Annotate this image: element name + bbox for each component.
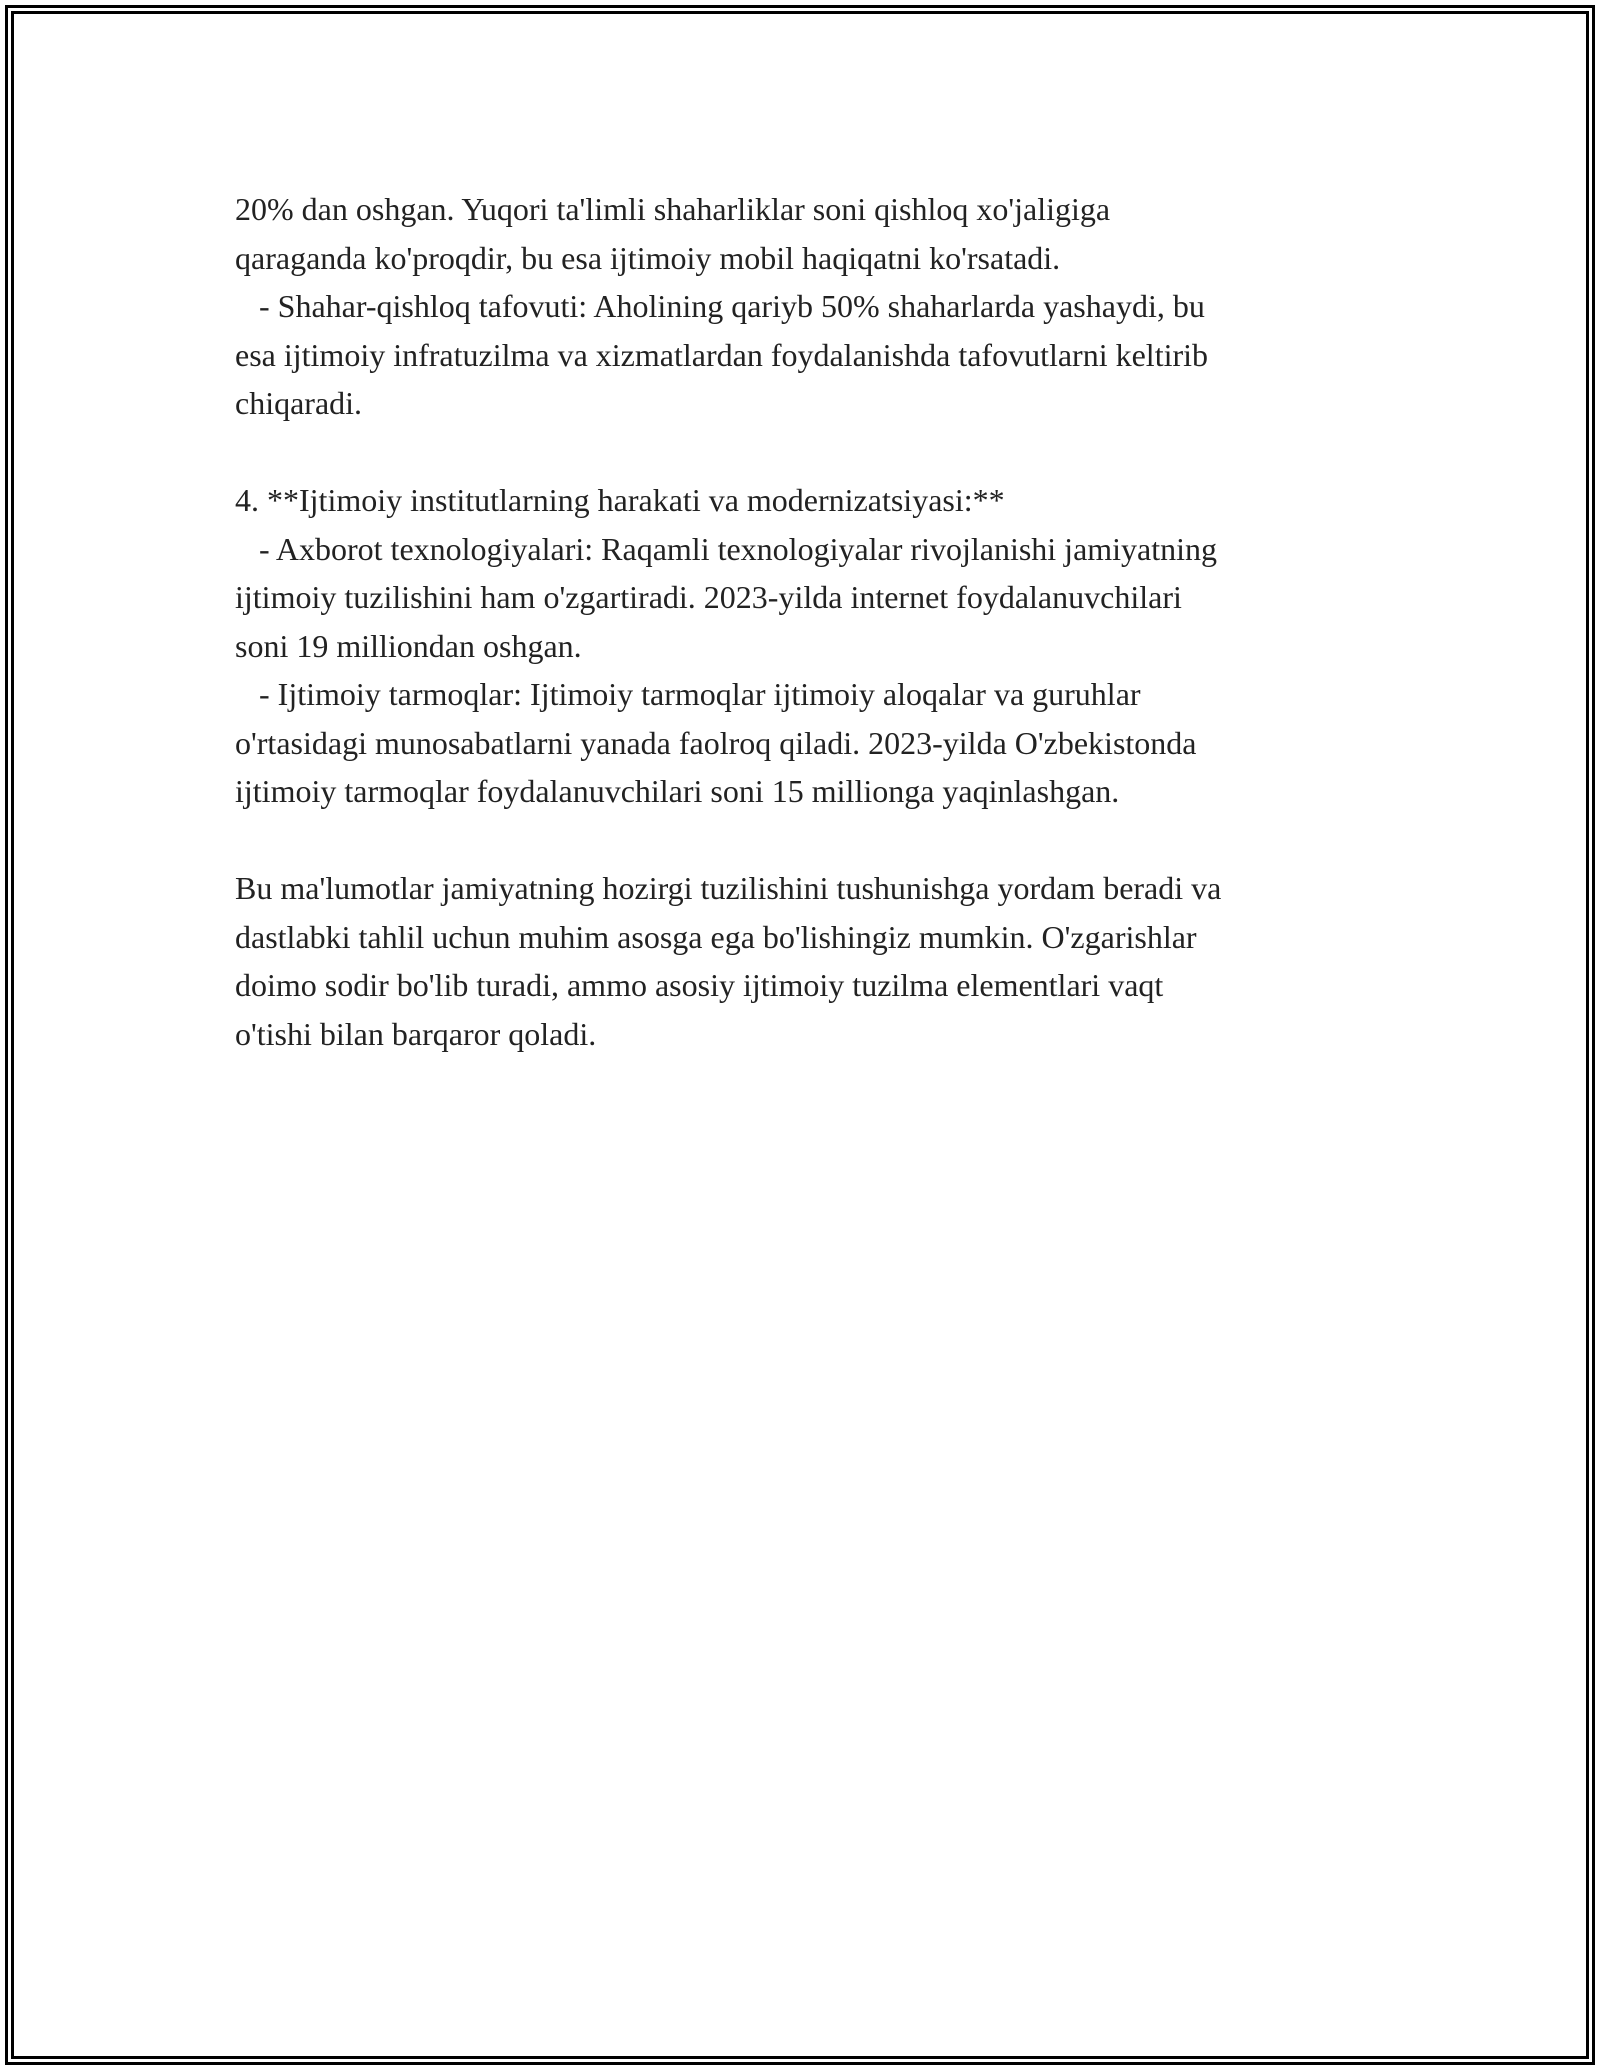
blank-line-2 — [235, 816, 1385, 865]
text-line-10: soni 19 milliondan oshgan. — [235, 627, 582, 664]
text-line-8: - Axborot texnologiyalari: Raqamli texnologiyalar rivojlanishi jamiyatning — [235, 530, 1218, 567]
text-line-16: dastlabki tahlil uchun muhim asosga ega bo'lishingiz mumkin. O'zgarishlar — [235, 918, 1197, 955]
text-line-12: o'rtasidagi munosabatlarni yanada faolroq qiladi. 2023-yilda O'zbekistonda — [235, 724, 1197, 761]
blank-line-1 — [235, 428, 1385, 477]
text-line-15: Bu ma'lumotlar jamiyatning hozirgi tuzilishini tushunishga yordam beradi va — [235, 870, 1222, 906]
text-line-3: - Shahar-qishloq tafovuti: Aholining qariyb 50% shaharlarda yashaydi, bu — [235, 288, 1205, 324]
text-line-18: o'tishi bilan barqaror qoladi. — [235, 1015, 597, 1052]
text-line-17: doimo sodir bo'lib turadi, ammo asosiy ijtimoiy tuzilma elementlari vaqt — [235, 967, 1164, 1003]
text-line-11: - Ijtimoiy tarmoqlar: Ijtimoiy tarmoqlar ijtimoiy aloqalar va guruhlar — [235, 676, 1141, 712]
section-heading-4: 4. **Ijtimoiy institutlarning harakati va modernizatsiyasi:** — [235, 482, 1005, 518]
text-line-9: ijtimoiy tuzilishini ham o'zgartiradi. 2023-yilda internet foydalanuvchilari — [235, 579, 1182, 615]
text-line-5: chiqaradi. — [235, 385, 363, 421]
text-line-2: qaraganda ko'proqdir, bu esa ijtimoiy mobil haqiqatni ko'rsatadi. — [235, 239, 1061, 276]
text-line-13: ijtimoiy tarmoqlar foydalanuvchilari soni 15 millionga yaqinlashgan. — [235, 773, 1120, 809]
document-body — [235, 185, 1385, 1058]
text-line-1: 20% dan oshgan. Yuqori ta'limli shaharliklar soni qishloq xo'jaligiga — [235, 191, 1111, 227]
text-line-4: esa ijtimoiy infratuzilma va xizmatlardan foydalanishda tafovutlarni keltirib — [235, 336, 1209, 373]
